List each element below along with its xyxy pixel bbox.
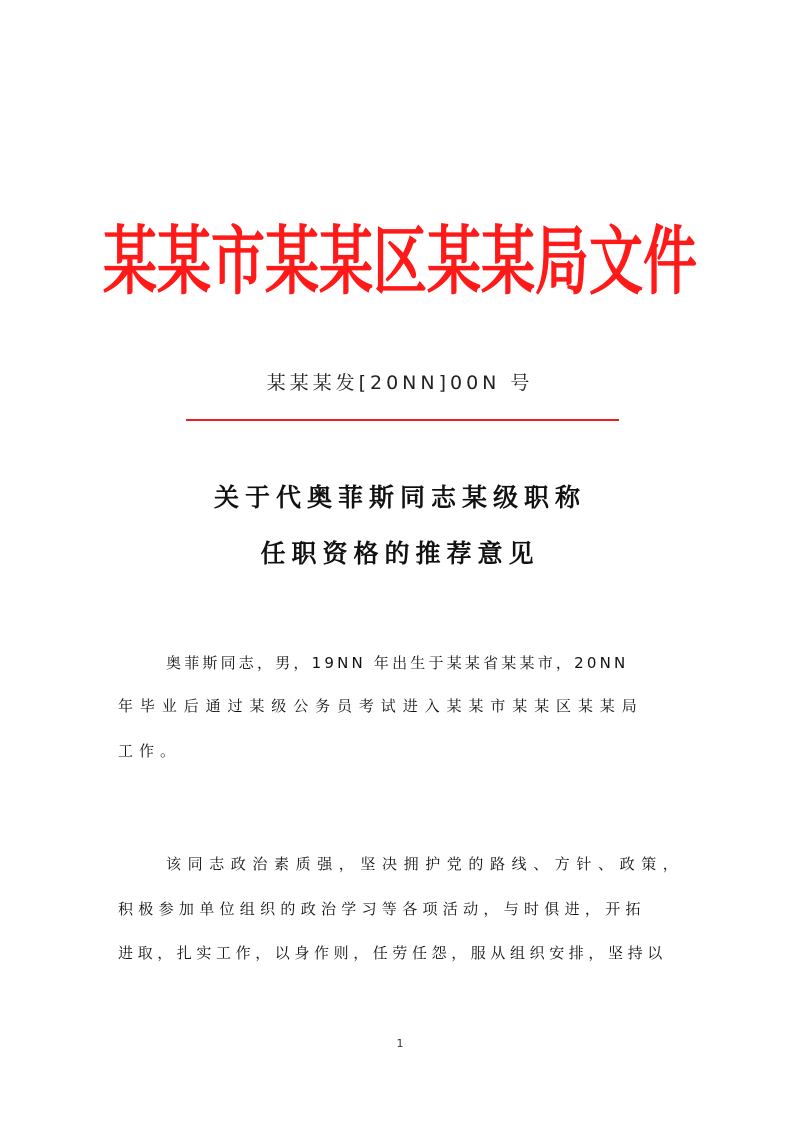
masthead-text: 某某市某某区某某局文件 bbox=[103, 217, 697, 305]
document-number: 某某某发[20NN]00N 号 bbox=[266, 372, 534, 394]
paragraph-2-line-1: 该同志政治素质强，坚决拥护党的路线、方针、政策， bbox=[166, 855, 685, 873]
paragraph-2-line-3: 进取，扎实工作，以身作则，任劳任怨，服从组织安排，坚持以 bbox=[118, 944, 667, 962]
masthead-title bbox=[0, 217, 800, 305]
document-title-line-2: 任职资格的推荐意见 bbox=[260, 539, 540, 568]
paragraph-1-line-2: 年毕业后通过某级公务员考试进入某某市某某区某某局 bbox=[118, 697, 644, 715]
red-divider-line bbox=[186, 419, 619, 421]
paragraph-2-line-2: 积极参加单位组织的政治学习等各项活动，与时俱进，开拓 bbox=[118, 900, 646, 918]
paragraph-1-line-1: 奥菲斯同志，男，19NN 年出生于某某省某某市，20NN bbox=[166, 654, 629, 672]
paragraph-1-line-3: 工作。 bbox=[118, 742, 182, 760]
page-number: 1 bbox=[396, 1037, 404, 1050]
document-title-line-1: 关于代奥菲斯同志某级职称 bbox=[213, 483, 586, 512]
